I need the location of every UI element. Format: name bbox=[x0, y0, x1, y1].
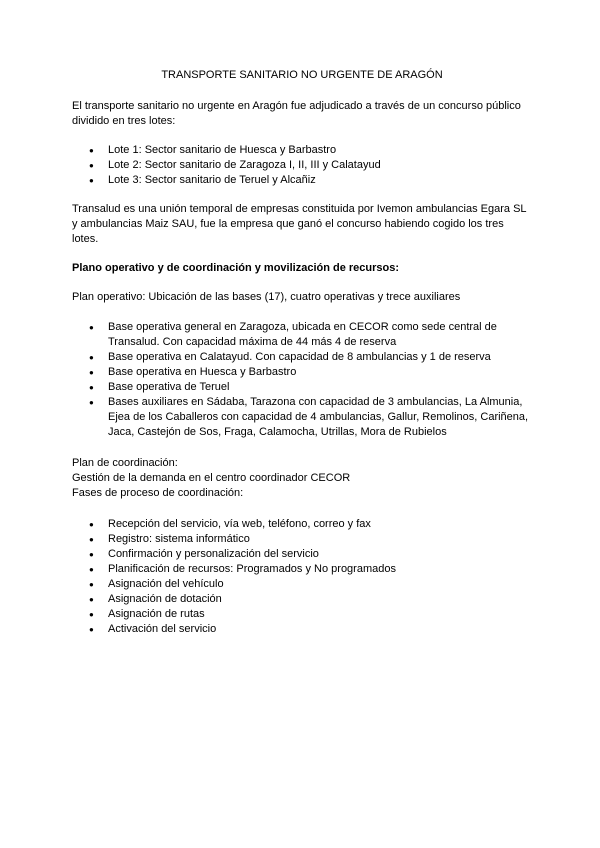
phases-list bbox=[72, 517, 532, 637]
lots-list bbox=[72, 143, 532, 188]
fases-label: Fases de proceso de coordinación: bbox=[72, 487, 244, 499]
list-item-lot-3: ● Lote 3: Sector sanitario de Teruel y Alcañiz bbox=[72, 173, 532, 188]
list-item-base-teruel: ● Base operativa de Teruel bbox=[72, 380, 532, 395]
intro-paragraph: El transporte sanitario no urgente en Aragón fue adjudicado a través de un concurso público dividido en tres lotes: bbox=[72, 100, 521, 127]
list-item-lot-2: ● Lote 2: Sector sanitario de Zaragoza I, II, III y Calatayud bbox=[72, 158, 532, 173]
list-item-phase-7: ● Asignación de rutas bbox=[72, 607, 532, 622]
list-item-lot-1: ● Lote 1: Sector sanitario de Huesca y Barbastro bbox=[72, 143, 532, 158]
plan-coordinacion-label: Plan de coordinación: bbox=[72, 457, 178, 469]
list-item-bases-auxiliares: ● Bases auxiliares en Sádaba, Tarazona con capacidad de 3 ambulancias, La Almunia, Ejea de los Caballeros con capacidad de 4 ambulancias, Gallur, Remolinos, Cariñena, Jaca, Castejón de Sos, Fraga, Calamocha, Utrillas, Mora de Rubielos bbox=[72, 395, 532, 440]
transalud-paragraph: Transalud es una unión temporal de empresas constituida por Ivemon ambulancias Egara SL y ambulancias Maiz SAU, fue la empresa que ganó el concurso habiendo cogido los tres lotes. bbox=[72, 203, 527, 245]
list-item-phase-2: ● Registro: sistema informático bbox=[72, 532, 532, 547]
list-item-phase-4: ● Planificación de recursos: Programados y No programados bbox=[72, 562, 532, 577]
list-item-phase-6: ● Asignación de dotación bbox=[72, 592, 532, 607]
list-item-phase-1: ● Recepción del servicio, vía web, teléfono, correo y fax bbox=[72, 517, 532, 532]
gestion-demanda-text: Gestión de la demanda en el centro coordinador CECOR bbox=[72, 472, 351, 484]
list-item-phase-8: ● Activación del servicio bbox=[72, 622, 532, 637]
list-item-phase-3: ● Confirmación y personalización del servicio bbox=[72, 547, 532, 562]
plan-operativo-text: Plan operativo: Ubicación de las bases (17), cuatro operativas y trece auxiliares bbox=[72, 291, 461, 303]
list-item-base-huesca: ● Base operativa en Huesca y Barbastro bbox=[72, 365, 532, 380]
bases-list bbox=[72, 320, 532, 440]
list-item-phase-5: ● Asignación del vehículo bbox=[72, 577, 532, 592]
document-title: TRANSPORTE SANITARIO NO URGENTE DE ARAGÓN bbox=[161, 69, 443, 81]
section-heading: Plano operativo y de coordinación y movilización de recursos: bbox=[72, 262, 400, 274]
coordination-block bbox=[72, 456, 532, 501]
document-page bbox=[72, 68, 532, 637]
list-item-base-zaragoza: ● Base operativa general en Zaragoza, ubicada en CECOR como sede central de Transalud. Con capacidad máxima de 44 más 4 de reserva bbox=[72, 320, 532, 350]
list-item-base-calatayud: ● Base operativa en Calatayud. Con capacidad de 8 ambulancias y 1 de reserva bbox=[72, 350, 532, 365]
